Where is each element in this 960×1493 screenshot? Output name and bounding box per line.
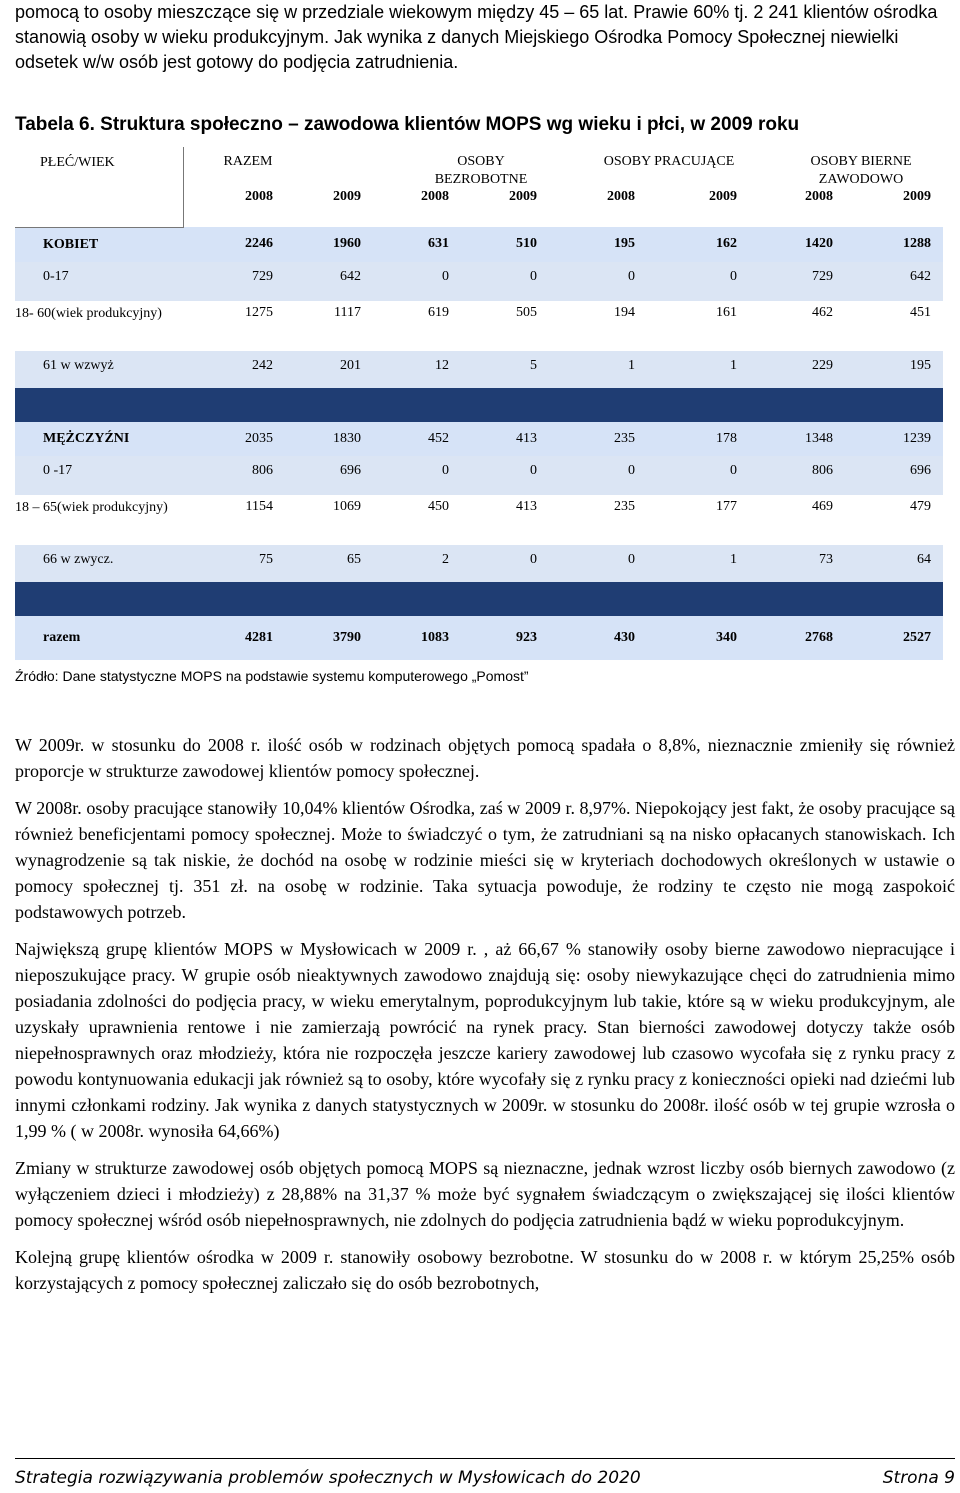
row-label: 18 – 65(wiek produkcyjny) [15, 495, 183, 545]
table-cell: 0 [647, 456, 749, 495]
table-cell: 450 [373, 495, 461, 545]
table-cell: 413 [461, 495, 549, 545]
table-cell: 642 [845, 262, 943, 301]
table-cell: 806 [749, 456, 845, 495]
table-cell: 0 [549, 262, 647, 301]
table-cell: 64 [845, 545, 943, 582]
table-cell: 696 [285, 456, 373, 495]
year-cell: 2008 [183, 189, 285, 227]
table-cell: 1420 [749, 227, 845, 262]
table-cell: 195 [549, 227, 647, 262]
header-group-pracujace: OSOBY PRACUJĄCE [549, 147, 749, 189]
table-cell: 194 [549, 301, 647, 351]
paragraph: Zmiany w strukturze zawodowej osób objętych pomocą MOPS są nieznaczne, jednak wzrost liczby osób biernych zawodowo (z wyłączeniem dzieci i młodzieży) z 28,88% na 31,37 % może być sygnałem świadczącym o zwiększającej się ilości klientów pomocy społecznej wśród osób niepełnosprawnych, nie zdolnych do podjęcia zatrudnienia bądź w wieku poprodukcyjnym. [15, 1158, 955, 1230]
table-row-grand-total [15, 616, 943, 660]
table-cell: 177 [647, 495, 749, 545]
table-cell: 505 [461, 301, 549, 351]
table-row [15, 351, 943, 388]
table-cell: 729 [749, 262, 845, 301]
row-label: 66 w zwycz. [15, 545, 183, 582]
table-cell: 469 [749, 495, 845, 545]
table-row-men-total [15, 422, 943, 456]
table-cell: 1275 [183, 301, 285, 351]
table-cell: 2768 [749, 616, 845, 660]
table-cell: 1117 [285, 301, 373, 351]
header-group-razem: RAZEM [183, 147, 373, 189]
table-title: Tabela 6. Struktura społeczno – zawodowa klientów MOPS wg wieku i płci, w 2009 roku [15, 114, 800, 135]
table-cell: 0 [373, 262, 461, 301]
paragraph: Największą grupę klientów MOPS w Mysłowicach w 2009 r. , aż 66,67 % stanowiły osoby bierne zawodowo niepracujące i nieposzukujące pracy. W grupie osób nieaktywnych zawodowo znajdują się: osoby niewykazujące chęci do zatrudnienia mimo posiadania zdolności do podjęcia pracy, w wieku emerytalnym, poprodukcyjnym lub takie, które są w wieku produkcyjnym, ale uzyskały uprawnienia rentowe i nie zamierzają powrócić na rynek pracy. Stan bierności zawodowej dotyczy także osób niepełnosprawnych oraz młodzieży, która nie rozpoczęła jeszcze kariery zawodowej lub czasowo wycofała się z rynku pracy z powodu kontynuowania edukacji jak również są to osoby, które wycofały się z rynku pracy z konieczności opieki nad dziećmi lub innymi członkami rodziny. Jak wynika z danych statystycznych w 2009r. w stosunku do 2008r. ilość osób w tej grupie wzrosła o 1,99 % ( w 2008r. wynosiła 64,66%) [15, 939, 955, 1141]
table-header-groups [15, 147, 943, 189]
table-cell: 1348 [749, 422, 845, 456]
table-cell: 1239 [845, 422, 943, 456]
year-cell: 2008 [749, 189, 845, 227]
paragraph: W 2009r. w stosunku do 2008 r. ilość osób w rodzinach objętych pomocą spadała o 8,8%, nieznacznie zmieniły się również proporcje w strukturze zawodowej klientów pomocy społecznej. [15, 735, 955, 781]
table-cell: 0 [647, 262, 749, 301]
table-cell: 4281 [183, 616, 285, 660]
table-row [15, 456, 943, 495]
row-label: 0-17 [15, 262, 183, 301]
table-row-women-total [15, 227, 943, 262]
table-row [15, 545, 943, 582]
table-row [15, 301, 943, 351]
table-cell: 75 [183, 545, 285, 582]
row-label: KOBIET [15, 227, 183, 262]
table-cell: 0 [461, 262, 549, 301]
table-cell: 1 [549, 351, 647, 388]
body-text [15, 732, 955, 1307]
table-cell: 201 [285, 351, 373, 388]
page-footer [15, 1468, 955, 1488]
table-cell: 2246 [183, 227, 285, 262]
table-cell: 235 [549, 495, 647, 545]
table-cell: 195 [845, 351, 943, 388]
statistics-table [15, 147, 943, 660]
table-cell: 340 [647, 616, 749, 660]
table-cell: 0 [549, 456, 647, 495]
footer-title: Strategia rozwiązywania problemów społecznych w Mysłowicach do 2020 [15, 1468, 641, 1488]
table-cell: 0 [461, 545, 549, 582]
table-cell: 729 [183, 262, 285, 301]
year-cell: 2009 [647, 189, 749, 227]
table-cell: 2035 [183, 422, 285, 456]
table-cell: 0 [549, 545, 647, 582]
table-cell: 235 [549, 422, 647, 456]
paragraph: Kolejną grupę klientów ośrodka w 2009 r. stanowiły osobowy bezrobotne. W stosunku do w 2008 r. w którym 25,25% osób korzystających z pomocy społecznej zaliczało się do osób bezrobotnych, [15, 1247, 955, 1293]
row-label: razem [15, 616, 183, 660]
table-cell: 0 [373, 456, 461, 495]
page-number: Strona 9 [882, 1468, 955, 1488]
intro-paragraph: pomocą to osoby mieszczące się w przedziale wiekowym między 45 – 65 lat. Prawie 60% tj. 2 241 klientów ośrodka stanowią osoby w wieku produkcyjnym. Jak wynika z danych Miejskiego Ośrodka Pomocy Społecznej niewielki odsetek w/w osób jest gotowy do podjęcia zatrudnienia. [15, 2, 938, 72]
table-cell: 5 [461, 351, 549, 388]
year-cell: 2009 [845, 189, 943, 227]
table-cell: 3790 [285, 616, 373, 660]
table-cell: 178 [647, 422, 749, 456]
year-cell: 2009 [461, 189, 549, 227]
table-cell: 1069 [285, 495, 373, 545]
header-corner: PŁEĆ/WIEK [15, 147, 183, 227]
table-cell: 162 [647, 227, 749, 262]
table-cell: 1083 [373, 616, 461, 660]
row-label: 18- 60(wiek produkcyjny) [15, 301, 183, 351]
table-cell: 73 [749, 545, 845, 582]
table-cell: 631 [373, 227, 461, 262]
table-cell: 1154 [183, 495, 285, 545]
table-cell: 1830 [285, 422, 373, 456]
table-cell: 12 [373, 351, 461, 388]
row-label: 0 -17 [15, 456, 183, 495]
header-group-bezrobotne: OSOBY BEZROBOTNE [373, 147, 549, 189]
table-cell: 430 [549, 616, 647, 660]
table-cell: 2527 [845, 616, 943, 660]
table-source-note: Źródło: Dane statystyczne MOPS na podstawie systemu komputerowego „Pomost” [15, 668, 529, 684]
table-cell: 696 [845, 456, 943, 495]
row-label: 61 w wzwyż [15, 351, 183, 388]
table-row [15, 262, 943, 301]
table-cell: 619 [373, 301, 461, 351]
year-cell: 2008 [549, 189, 647, 227]
table-cell: 451 [845, 301, 943, 351]
table-cell: 2 [373, 545, 461, 582]
table-separator [15, 582, 943, 616]
table-cell: 1960 [285, 227, 373, 262]
table-cell: 229 [749, 351, 845, 388]
table-cell: 806 [183, 456, 285, 495]
row-label: MĘŻCZYŹNI [15, 422, 183, 456]
table-cell: 161 [647, 301, 749, 351]
table-row [15, 495, 943, 545]
paragraph: W 2008r. osoby pracujące stanowiły 10,04% klientów Ośrodka, zaś w 2009 r. 8,97%. Niepokojący jest fakt, że osoby pracujące są również beneficjentami pomocy społecznej. Może to świadczyć o tym, że zatrudniani są na nisko opłacanych stanowiskach. Ich wynagrodzenie są tak niskie, że dochód na osobę w rodzinie mieści się w kryteriach dochodowych określonych w ustawie o pomocy społecznej tj. 351 zł. na osobę w rodzinie. Taka sytuacja powoduje, że rodziny te często nie mogą zaspokoić podstawowych potrzeb. [15, 798, 955, 922]
table-cell: 1288 [845, 227, 943, 262]
footer-divider [15, 1458, 955, 1459]
table-cell: 1 [647, 351, 749, 388]
table-cell: 923 [461, 616, 549, 660]
table-cell: 452 [373, 422, 461, 456]
table-cell: 1 [647, 545, 749, 582]
table-cell: 0 [461, 456, 549, 495]
table-cell: 242 [183, 351, 285, 388]
table-cell: 65 [285, 545, 373, 582]
table-cell: 642 [285, 262, 373, 301]
table-cell: 462 [749, 301, 845, 351]
year-cell: 2008 [373, 189, 461, 227]
table-cell: 510 [461, 227, 549, 262]
year-cell: 2009 [285, 189, 373, 227]
header-group-bierne: OSOBY BIERNE ZAWODOWO [749, 147, 943, 189]
table-separator [15, 388, 943, 422]
table-cell: 479 [845, 495, 943, 545]
table-cell: 413 [461, 422, 549, 456]
